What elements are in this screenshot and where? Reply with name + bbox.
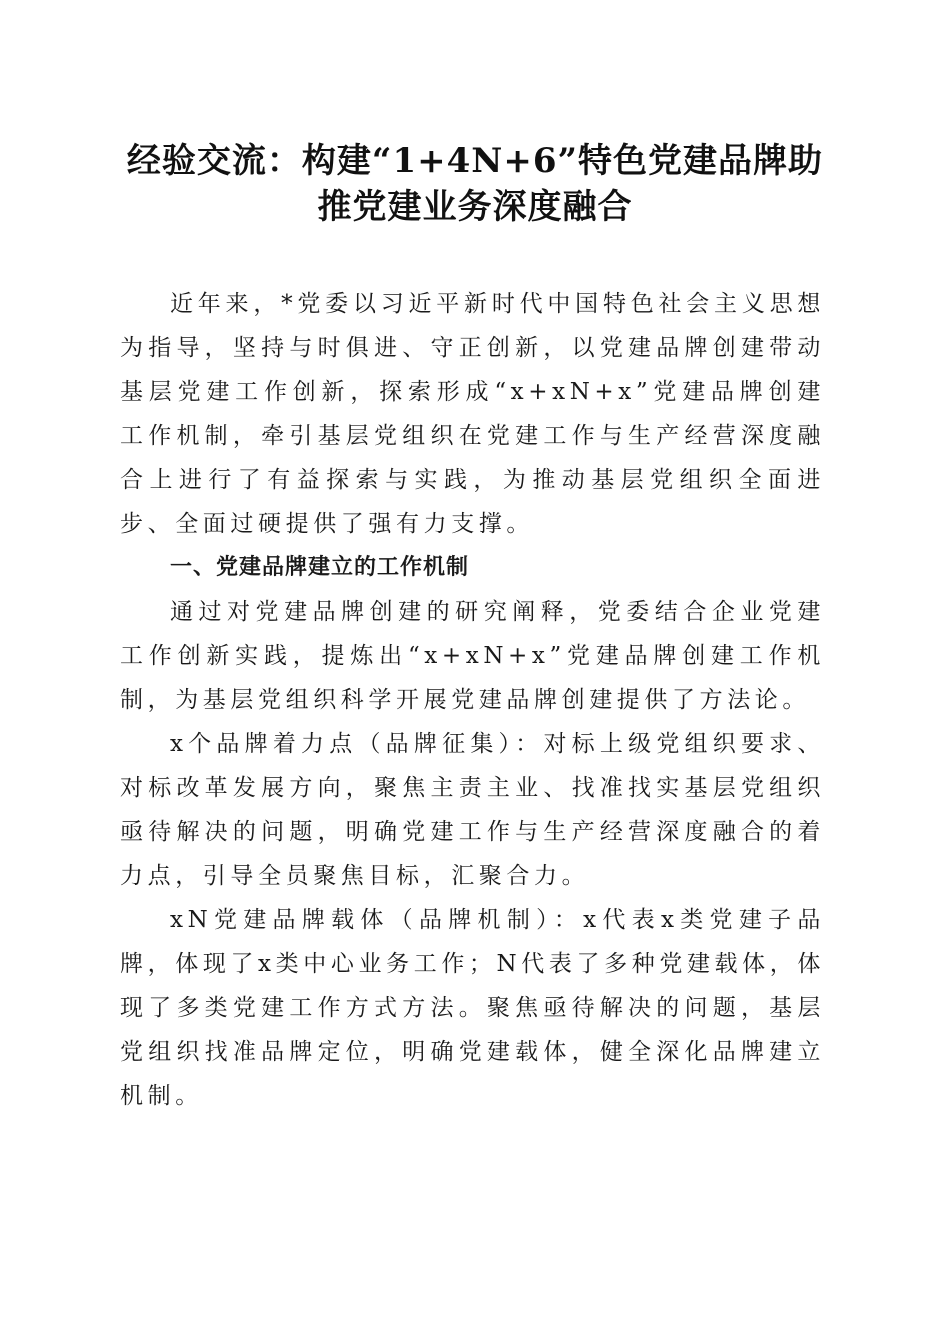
document-title bbox=[120, 138, 830, 230]
intro-paragraph: 近年来，*党委以习近平新时代中国特色社会主义思想为指导，坚持与时俱进、守正创新，以党建品牌创建带动基层党建工作创新，探索形成“x+xN+x”党建品牌创建工作机制，牵引基层党组织在党建工作与生产经营深度融合上进行了有益探索与实践，为推动基层党组织全面进步、全面过硬提供了强有力支撑。 bbox=[120, 291, 825, 537]
title-line-1: 经验交流：构建“1+4N+6”特色党建品牌助 bbox=[126, 141, 824, 181]
document-body bbox=[120, 282, 825, 1118]
section1-paragraph-3: xN党建品牌载体（品牌机制）：x代表x类党建子品牌，体现了x类中心业务工作；N代表了多种党建载体，体现了多类党建工作方式方法。聚焦亟待解决的问题，基层党组织找准品牌定位，明确党建载体，健全深化品牌建立机制。 bbox=[120, 907, 825, 1109]
section-heading-1: 一、党建品牌建立的工作机制 bbox=[170, 555, 470, 580]
section1-paragraph-2: x个品牌着力点（品牌征集）：对标上级党组织要求、对标改革发展方向，聚焦主责主业、找准找实基层党组织亟待解决的问题，明确党建工作与生产经营深度融合的着力点，引导全员聚焦目标，汇聚合力。 bbox=[120, 731, 825, 889]
section1-paragraph-1: 通过对党建品牌创建的研究阐释，党委结合企业党建工作创新实践，提炼出“x+xN+x”党建品牌创建工作机制，为基层党组织科学开展党建品牌创建提供了方法论。 bbox=[120, 599, 825, 713]
title-line-2: 推党建业务深度融合 bbox=[317, 187, 633, 227]
